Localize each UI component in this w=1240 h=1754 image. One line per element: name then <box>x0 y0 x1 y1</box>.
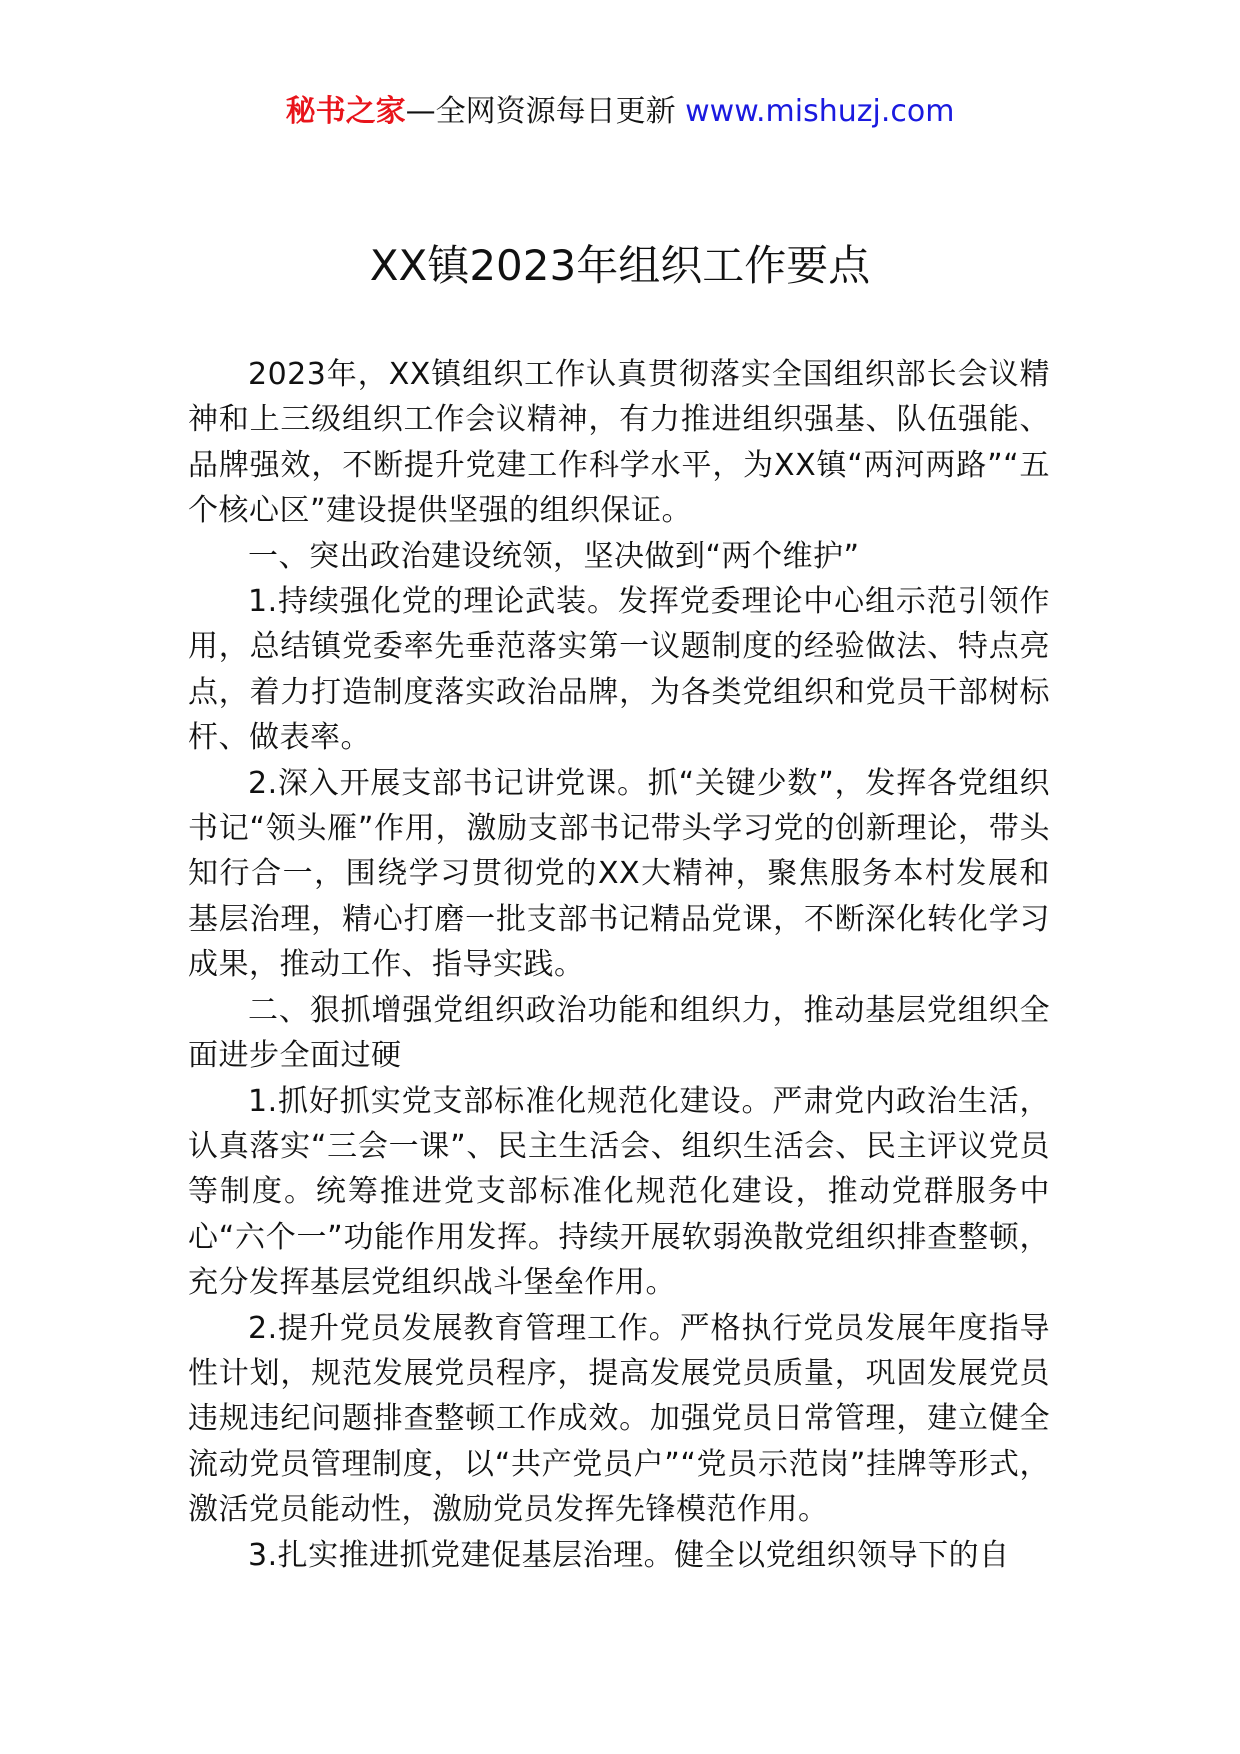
item-paragraph: 3.扎实推进抓党建促基层治理。健全以党组织领导下的自 <box>248 1537 1010 1573</box>
site-url-link[interactable]: www.mishuzj.com <box>685 94 955 129</box>
site-banner <box>0 92 1240 132</box>
banner-tagline: —全网资源每日更新 <box>405 94 686 129</box>
item-paragraph: 1.持续强化党的理论武装。发挥党委理论中心组示范引领作用，总结镇党委率先垂范落实第一议题制度的经验做法、特点亮点，着力打造制度落实政治品牌，为各类党组织和党员干部树标杆、做表率。 <box>188 584 1050 756</box>
item-paragraph: 2.深入开展支部书记讲党课。抓“关键少数”，发挥各党组织书记“领头雁”作用，激励支部书记带头学习党的创新理论，带头知行合一，围绕学习贯彻党的XX大精神，聚焦服务本村发展和基层治理，精心打磨一批支部书记精品党课，不断深化转化学习成果，推动工作、指导实践。 <box>188 765 1050 983</box>
document-body <box>188 352 1050 1578</box>
item-paragraph: 2.提升党员发展教育管理工作。严格执行党员发展年度指导性计划，规范发展党员程序，提高发展党员质量，巩固发展党员违规违纪问题排查整顿工作成效。加强党员日常管理，建立健全流动党员管理制度，以“共产党员户”“党员示范岗”挂牌等形式，激活党员能动性，激励党员发挥先锋模范作用。 <box>188 1310 1050 1528</box>
document-title: XX镇2023年组织工作要点 <box>369 241 871 290</box>
section-heading-1: 一、突出政治建设统领，坚决做到“两个维护” <box>248 538 860 574</box>
intro-paragraph: 2023年，XX镇组织工作认真贯彻落实全国组织部长会议精神和上三级组织工作会议精神，有力推进组织强基、队伍强能、品牌强效，不断提升党建工作科学水平，为XX镇“两河两路”“五个核心区”建设提供坚强的组织保证。 <box>188 357 1050 529</box>
brand-name: 秘书之家 <box>285 94 406 129</box>
section-heading-2: 二、狠抓增强党组织政治功能和组织力，推动基层党组织全面进步全面过硬 <box>188 992 1050 1074</box>
item-paragraph: 1.抓好抓实党支部标准化规范化建设。严肃党内政治生活，认真落实“三会一课”、民主生活会、组织生活会、民主评议党员等制度。统筹推进党支部标准化规范化建设，推动党群服务中心“六个一”功能作用发挥。持续开展软弱涣散党组织排查整顿，充分发挥基层党组织战斗堡垒作用。 <box>188 1083 1050 1301</box>
